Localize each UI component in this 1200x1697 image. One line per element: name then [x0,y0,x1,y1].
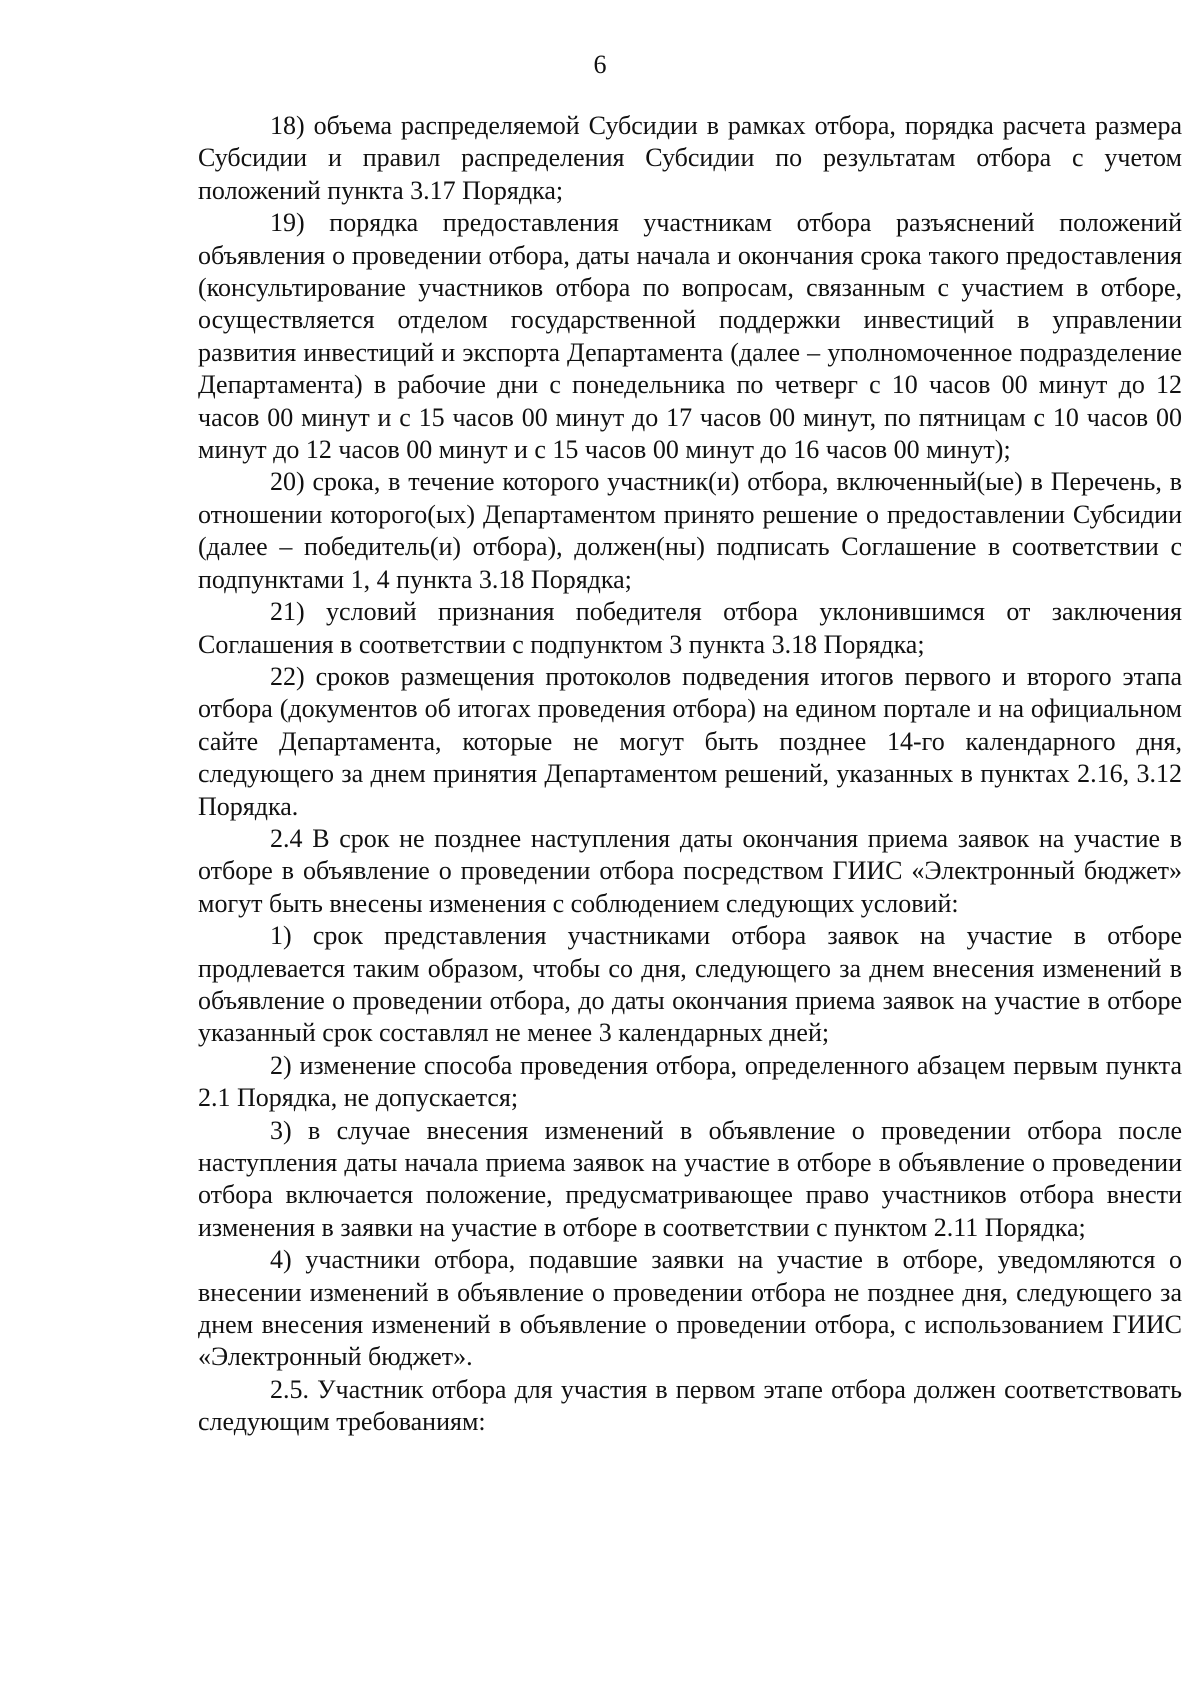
paragraph-section-2-5: 2.5. Участник отбора для участия в первом этапе отбора должен соответствовать следующим требованиям: [198,1374,1182,1437]
paragraph-condition-3: 3) в случае внесения изменений в объявление о проведении отбора после наступления даты начала приема заявок на участие в отборе в объявление о проведении отбора включается положение, предусматривающее право участников отбора внести изменения в заявки на участие в отборе в соответствии с пунктом 2.11 Порядка; [198,1115,1182,1242]
page-number: 6 [593,50,607,79]
paragraph-item-19: 19) порядка предоставления участникам отбора разъяснений положений объявления о проведении отбора, даты начала и окончания срока такого предоставления (консультирование участников отбора по вопросам, связанным с участием в отборе, осуществляется отделом государственной поддержки инвестиций в управлении развития инвестиций и экспорта Департамента (далее – уполномоченное подразделение Департамента) в рабочие дни с понедельника по четверг с 10 часов 00 минут до 12 часов 00 минут и с 15 часов 00 минут до 17 часов 00 минут, по пятницам с 10 часов 00 минут до 12 часов 00 минут и с 15 часов 00 минут до 16 часов 00 минут); [198,208,1182,465]
paragraph-section-2-4: 2.4 В срок не позднее наступления даты окончания приема заявок на участие в отборе в объявление о проведении отбора посредством ГИИС «Электронный бюджет» могут быть внесены изменения с соблюдением следующих условий: [198,823,1182,918]
paragraph-condition-4: 4) участники отбора, подавшие заявки на участие в отборе, уведомляются о внесении изменений в объявление о проведении отбора не позднее дня, следующего за днем внесения изменений в объявление о проведении отбора, с использованием ГИИС «Электронный бюджет». [198,1245,1182,1372]
document-body [198,110,1182,1439]
paragraph-item-20: 20) срока, в течение которого участник(и) отбора, включенный(ые) в Перечень, в отношении которого(ых) Департаментом принято решение о предоставлении Субсидии (далее – победитель(и) отбора), должен(ны) подписать Соглашение в соответствии с подпунктами 1, 4 пункта 3.18 Порядка; [198,467,1182,594]
paragraph-condition-1: 1) срок представления участниками отбора заявок на участие в отборе продлевается таким образом, чтобы со дня, следующего за днем внесения изменений в объявление о проведении отбора, до даты окончания приема заявок на участие в отборе указанный срок составлял не менее 3 календарных дней; [198,921,1182,1048]
paragraph-item-21: 21) условий признания победителя отбора уклонившимся от заключения Соглашения в соответствии с подпунктом 3 пункта 3.18 Порядка; [198,597,1182,659]
paragraph-item-18: 18) объема распределяемой Субсидии в рамках отбора, порядка расчета размера Субсидии и правил распределения Субсидии по результатам отбора с учетом положений пункта 3.17 Порядка; [198,111,1182,205]
paragraph-condition-2: 2) изменение способа проведения отбора, определенного абзацем первым пункта 2.1 Порядка, не допускается; [198,1050,1182,1113]
paragraph-item-22: 22) сроков размещения протоколов подведения итогов первого и второго этапа отбора (документов об итогах проведения отбора) на едином портале и на официальном сайте Департамента, которые не могут быть позднее 14-го календарного дня, следующего за днем принятия Департаментом решений, указанных в пунктах 2.16, 3.12 Порядка. [198,661,1182,821]
